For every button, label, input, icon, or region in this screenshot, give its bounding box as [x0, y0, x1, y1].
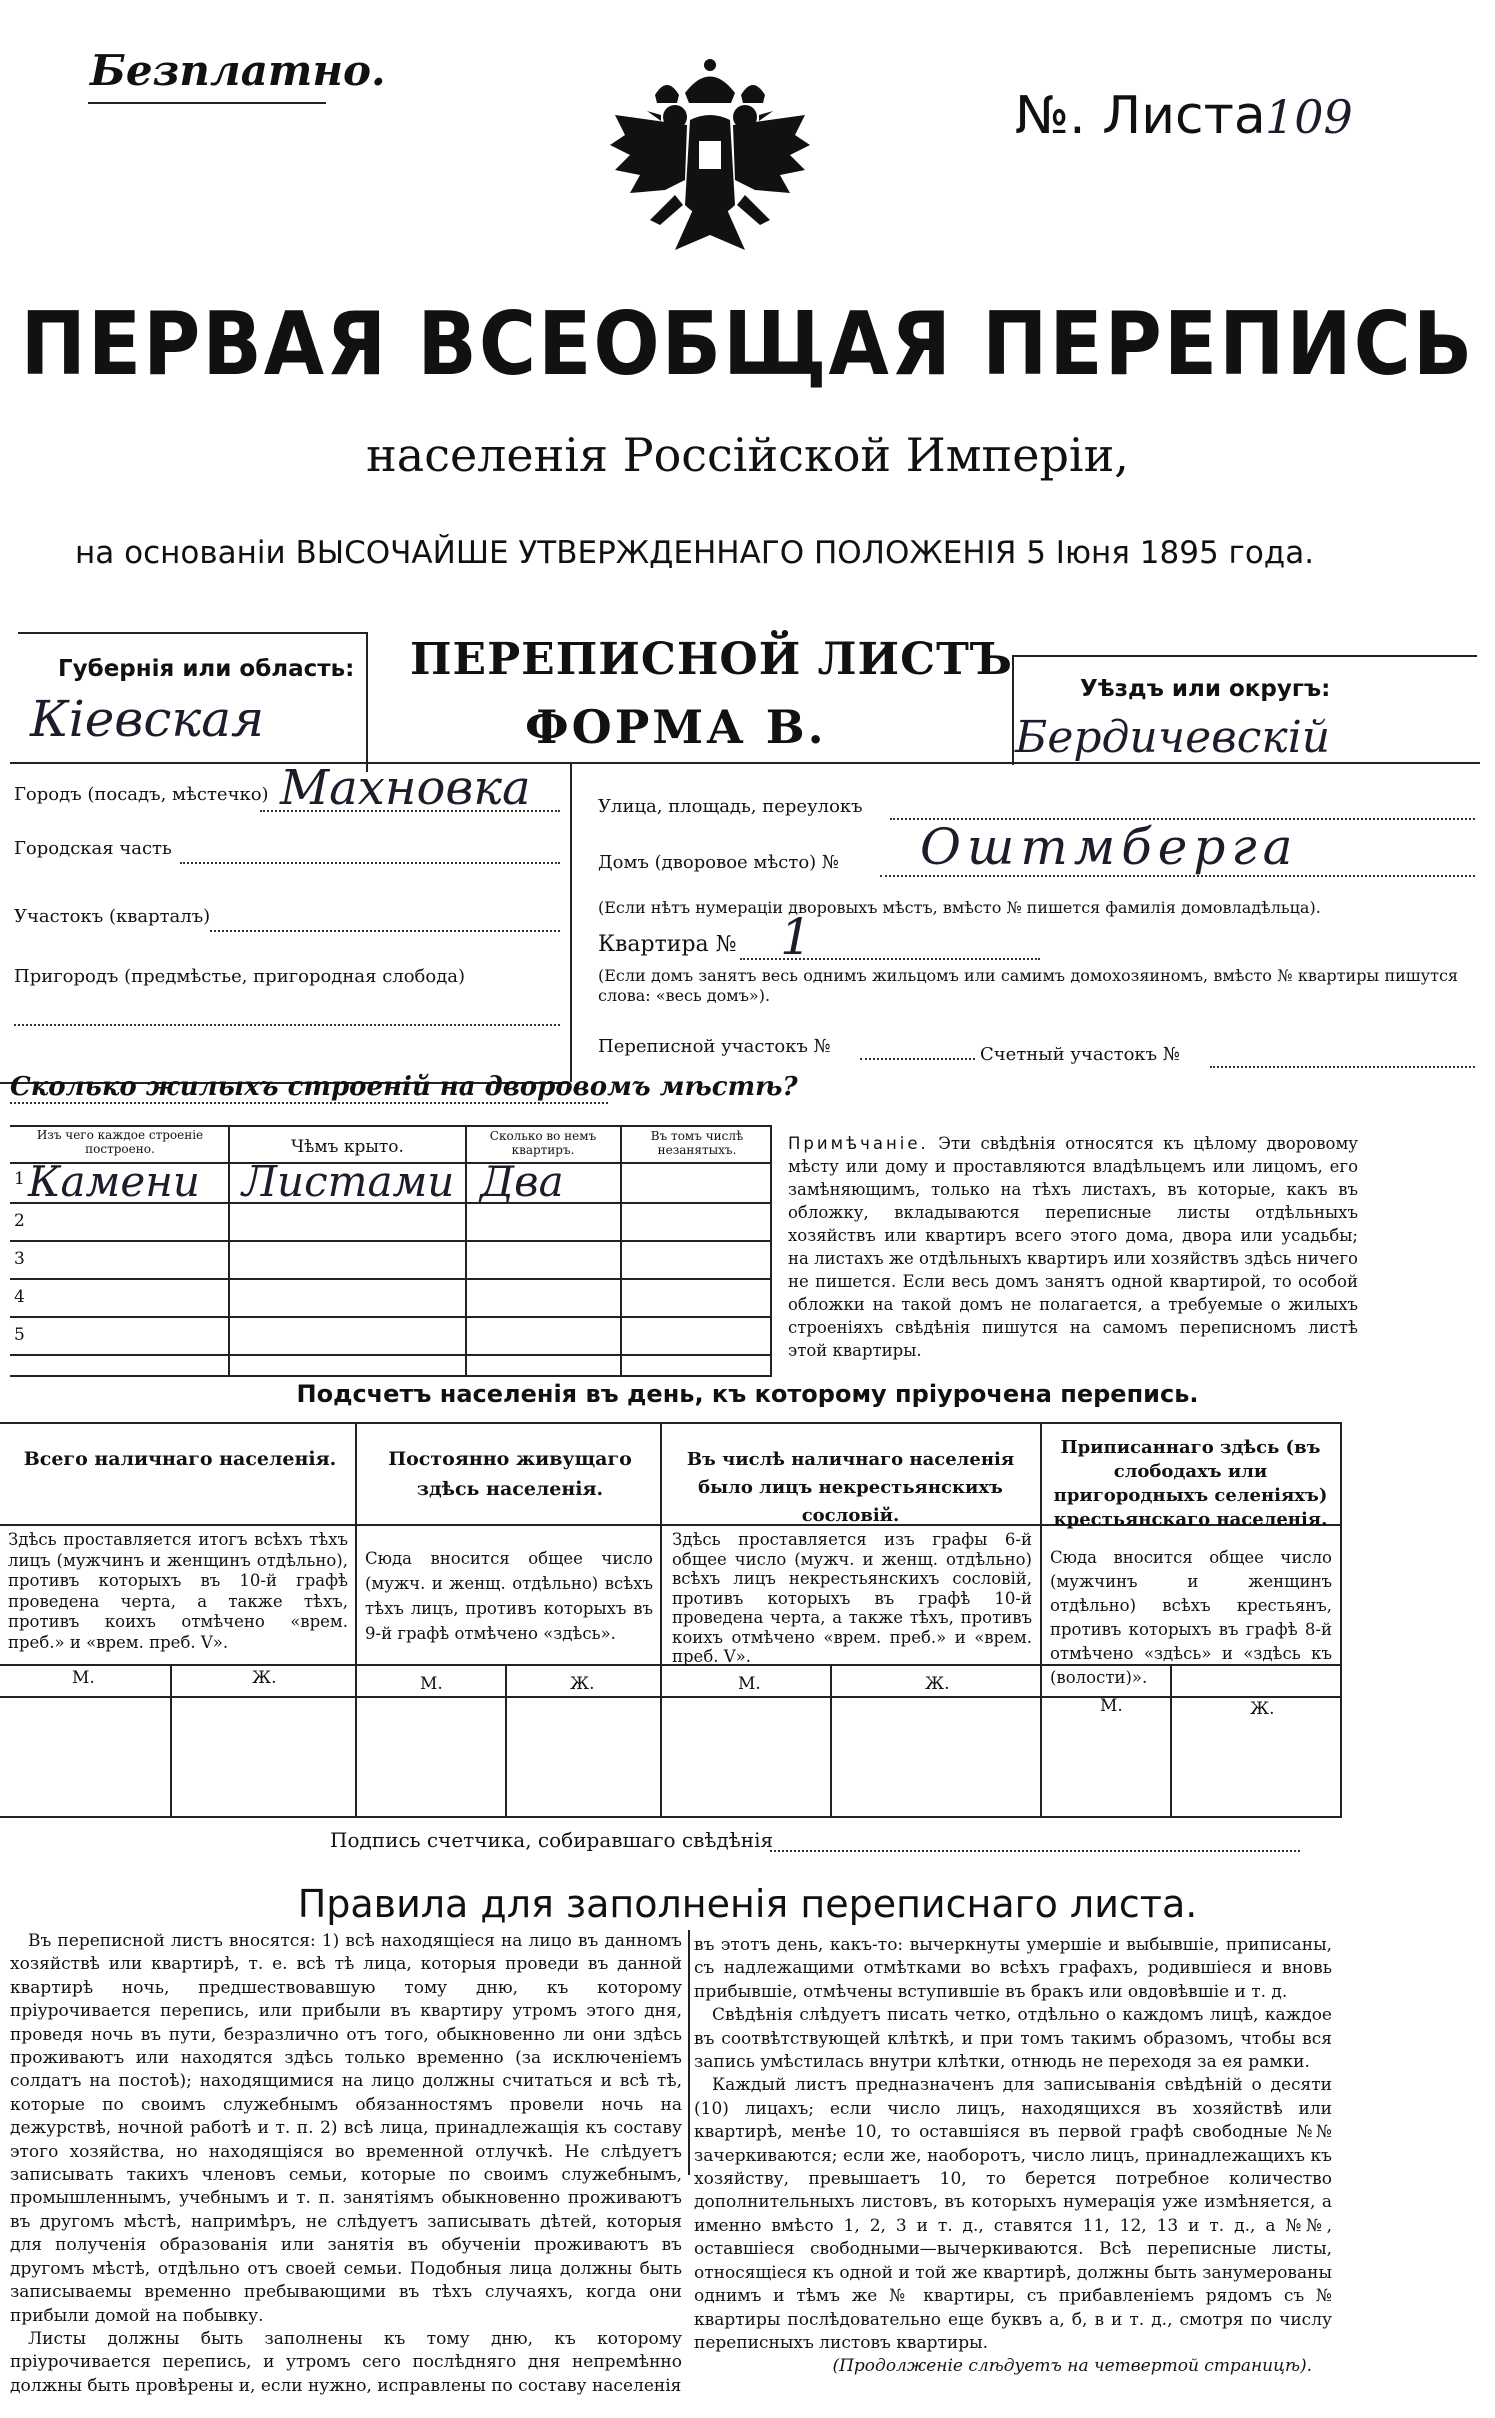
header-material: Изъ чего каждое строеніе построено.	[36, 1128, 204, 1156]
gubernia-label: Губернія или область:	[58, 656, 355, 682]
free-label: Безплатно.	[90, 46, 386, 95]
row-number: 1	[14, 1169, 25, 1189]
rules-continuation: (Продолженіе слѣдуетъ на четвертой страницѣ).	[832, 2356, 1312, 2377]
female-header: Ж.	[925, 1674, 950, 1694]
census-subtitle: населенія Россійской Имперіи,	[366, 428, 1129, 482]
double-headed-eagle-emblem	[595, 55, 825, 275]
buildings-note: Примѣчаніе. Эти свѣдѣнія относятся къ цѣлому дворовому мѣсту или дому и проставляются владѣльцемъ или лицомъ, его замѣняющимъ, только на тѣхъ листахъ, въ которые, какъ въ обложку, вкладываются переписные листы отдѣльныхъ хозяйствъ или квартиръ всего этого дома, двора или усадьбы; на листахъ же отдѣльныхъ квартиръ или хозяйствъ здѣсь ничего не пишется. Если весь домъ занятъ одной квартирой, то особой обложки на такой домъ не полагается, а требуемые о жилыхъ строеніяхъ свѣдѣнія пишутся на самомъ переписномъ листѣ этой квартиры.	[788, 1134, 1358, 1360]
prigorod-label: Пригородъ (предмѣстье, пригородная слобода)	[14, 966, 466, 987]
uchastok-field[interactable]	[210, 930, 560, 932]
apartment-label: Квартира №	[598, 932, 737, 957]
header-roof: Чѣмъ крыто.	[291, 1137, 404, 1157]
gorod-label: Городъ (посадъ, мѣстечко)	[14, 784, 269, 805]
male-header: М.	[1100, 1696, 1123, 1716]
house-note: (Если нѣтъ нумераціи дворовыхъ мѣстъ, вмѣсто № пишется фамилія домовладѣльца).	[598, 898, 1321, 917]
enumerator-signature-label: Подпись счетчика, собиравшаго свѣдѣнія	[330, 1828, 774, 1852]
uezd-label: Уѣздъ или округъ:	[1080, 676, 1331, 702]
street-label: Улица, площадь, переулокъ	[598, 796, 863, 817]
count-col3-header: Въ числѣ наличнаго населенія было лицъ некрестьянскихъ сословій.	[686, 1449, 1015, 1526]
census-legal-basis: на основаніи ВЫСОЧАЙШЕ УТВЕРЖДЕННАГО ПОЛОЖЕНІЯ 5 Іюня 1895 года.	[75, 535, 1315, 571]
uezd-value: Бердичевскій	[1015, 712, 1331, 763]
apartment-note: (Если домъ занятъ весь однимъ жильцомъ или самимъ домохозяиномъ, вмѣсто № квартиры пишутся слова: «весь домъ»).	[598, 966, 1458, 1005]
form-subtitle: ФОРМА В.	[525, 700, 827, 754]
population-count-table	[0, 1422, 1342, 1818]
count-title: Подсчетъ населенія въ день, къ которому пріурочена перепись.	[296, 1380, 1199, 1408]
city-part-label: Городская часть	[14, 838, 172, 859]
count-col2-header: Постоянно живущаго здѣсь населенія.	[388, 1448, 632, 1500]
counting-district-field[interactable]	[1210, 1066, 1475, 1068]
header-vacant: Въ томъ числѣ незанятыхъ.	[650, 1129, 744, 1157]
prigorod-field[interactable]	[14, 1024, 560, 1026]
row-material[interactable]: Камени	[28, 1157, 200, 1206]
row-number: 4	[14, 1287, 25, 1307]
house-value[interactable]: Оштмберга	[920, 818, 1299, 876]
rules-left-column: Въ переписной листъ вносятся: 1) всѣ находящіеся на лицо въ данномъ хозяйствѣ или квартирѣ, т. е. всѣ тѣ лица, которыя проведи въ данной квартирѣ ночь, предшествовавшую тому дню, къ которому пріурочивается перепись, или прибыли въ квартиру утромъ этого дня, проведя ночь въ пути, безразлично отъ того, обыкновенно ли они здѣсь проживаютъ или находятся здѣсь только временно (за исключеніемъ солдатъ на постоѣ); находящимися на лицо должны считаться и всѣ тѣ, которые по своимъ служебнымъ обязанностямъ провели ночь на дежурствѣ, ночной работѣ и т. п. 2) всѣ лица, принадлежащія къ составу этого хозяйства, но находящіяся во временной отлучкѣ. Не слѣдуетъ записывать такихъ членовъ семьи, которые по своимъ служебнымъ, промышленнымъ, учебнымъ и т. п. занятіямъ обыкновенно проживаютъ въ другомъ мѣстѣ, напримѣръ, не слѣдуетъ записывать дѣтей, которыя для полученія образованія или занятія въ обученіи проживаютъ въ другомъ мѣстѣ, отдѣльно отъ своей семьи. Подобныя лица должны быть записываемы временно пребывающими въ тѣхъ случаяхъ, когда они прибыли домой на побывку. Листы должны быть заполнены къ тому дню, къ которому пріурочивается перепись, и утромъ сего послѣдняго дня непремѣнно должны быть провѣрены и, если нужно, исправлены по составу населенія	[10, 1931, 682, 2396]
gorod-value[interactable]: Махновка	[280, 760, 531, 816]
count-col2-desc: Сюда вносится общее число (мужч. и женщ. отдѣльно) всѣхъ тѣхъ лицъ, противъ которыхъ въ 9-й графѣ отмѣчено «здѣсь».	[365, 1549, 653, 1643]
census-district-field[interactable]	[860, 1058, 975, 1060]
count-col4-desc: Сюда вносится общее число (мужчинъ и женщинъ отдѣльно) всѣхъ крестьянъ, противъ которыхъ въ графѣ 8-й отмѣчено «здѣсь» и «здѣсь къ (волости)».	[1050, 1548, 1332, 1687]
census-district-label: Переписной участокъ №	[598, 1036, 831, 1057]
row-apartments[interactable]: Два	[480, 1157, 564, 1206]
count-col3-desc: Здѣсь проставляется изъ графы 6-й общее число (мужч. и женщ. отдѣльно) всѣхъ лицъ некрестьянскихъ сословій, противъ которыхъ въ графѣ 10-й проведена черта, а также тѣхъ, противъ коихъ отмѣчено «врем. преб.» и «врем. преб. V».	[672, 1530, 1032, 1666]
buildings-table	[10, 1125, 772, 1377]
sheet-number-label: №. Листа	[1015, 86, 1266, 146]
enumerator-signature-field[interactable]	[770, 1850, 1300, 1852]
buildings-question: Сколько жилыхъ строеній на дворовомъ мѣстѣ?	[10, 1072, 798, 1102]
row-number: 5	[14, 1325, 25, 1345]
gubernia-value: Кіевская	[30, 690, 265, 748]
female-header: Ж.	[570, 1674, 595, 1694]
uchastok-label: Участокъ (кварталъ)	[14, 906, 211, 927]
male-header: М.	[738, 1674, 761, 1694]
apartment-value[interactable]: 1	[780, 908, 812, 966]
row-number: 2	[14, 1211, 25, 1231]
city-part-field[interactable]	[180, 862, 560, 864]
male-header: М.	[420, 1674, 443, 1694]
count-col1-desc: Здѣсь проставляется итогъ всѣхъ тѣхъ лицъ (мужчинъ и женщинъ отдѣльно), противъ которыхъ въ 10-й графѣ проведена черта, а также тѣхъ, противъ коихъ отмѣчено «врем. преб.» и «врем. преб. V».	[8, 1530, 348, 1652]
male-header: М.	[72, 1668, 95, 1688]
row-roof[interactable]: Листами	[242, 1157, 455, 1206]
counting-district-label: Счетный участокъ №	[980, 1044, 1180, 1065]
form-title: ПЕРЕПИСНОЙ ЛИСТЪ	[410, 634, 1013, 685]
rules-title: Правила для заполненія переписнаго листа.	[297, 1882, 1198, 1926]
count-col4-header: Приписаннаго здѣсь (въ слободахъ или пригородныхъ селеніяхъ) крестьянскаго населенія.	[1053, 1437, 1328, 1530]
house-label: Домъ (дворовое мѣсто) №	[598, 852, 839, 873]
female-header: Ж.	[1250, 1699, 1275, 1719]
rules-right-column: въ этотъ день, какъ-то: вычеркнуты умершіе и выбывшіе, приписаны, съ надлежащими отмѣтками во всѣхъ графахъ, родившіеся и вновь прибывшіе, отмѣчены вступившіе въ бракъ или овдовѣвшіе и т. д. Свѣдѣнія слѣдуетъ писать четко, отдѣльно о каждомъ лицѣ, каждое въ соотвѣтствующей клѣткѣ, и при томъ такимъ образомъ, чтобы вся запись умѣстилась внутри клѣтки, отнюдь не переходя за ея рамки. Каждый листъ предназначенъ для записыванія свѣдѣній о десяти (10) лицахъ; если число лицъ, находящихся въ хозяйствѣ или квартирѣ, менѣе 10, то оставшіяся въ первой графѣ свободные №№ зачеркиваются; если же, наоборотъ, число лицъ, принадлежащихъ къ хозяйству, превышаетъ 10, то берется потребное количество дополнительныхъ листовъ, въ которыхъ нумерація уже измѣняется, а именно вмѣсто 1, 2, 3 и т. д., ставятся 11, 12, 13 и т. д., а №№, оставшіеся свободными—вычеркиваются. Всѣ переписные листы, относящіеся къ одной и той же квартирѣ, должны быть занумерованы однимъ и тѣмъ же № квартиры, съ прибавленіемъ рядомъ съ № квартиры послѣдовательно еще буквъ а, б, в и т. д., смотря по числу переписныхъ листовъ квартиры. (Продолженіе слѣдуетъ на четвертой страницѣ).	[694, 1934, 1332, 2379]
header-apartments: Сколько во немъ квартиръ.	[489, 1129, 597, 1157]
sheet-number-handwritten: 109	[1265, 90, 1353, 144]
count-col1-header: Всего наличнаго населенія.	[23, 1448, 337, 1470]
census-main-title: ПЕРВАЯ ВСЕОБЩАЯ ПЕРЕПИСЬ	[20, 294, 1475, 396]
female-header: Ж.	[252, 1668, 277, 1688]
row-number: 3	[14, 1249, 25, 1269]
